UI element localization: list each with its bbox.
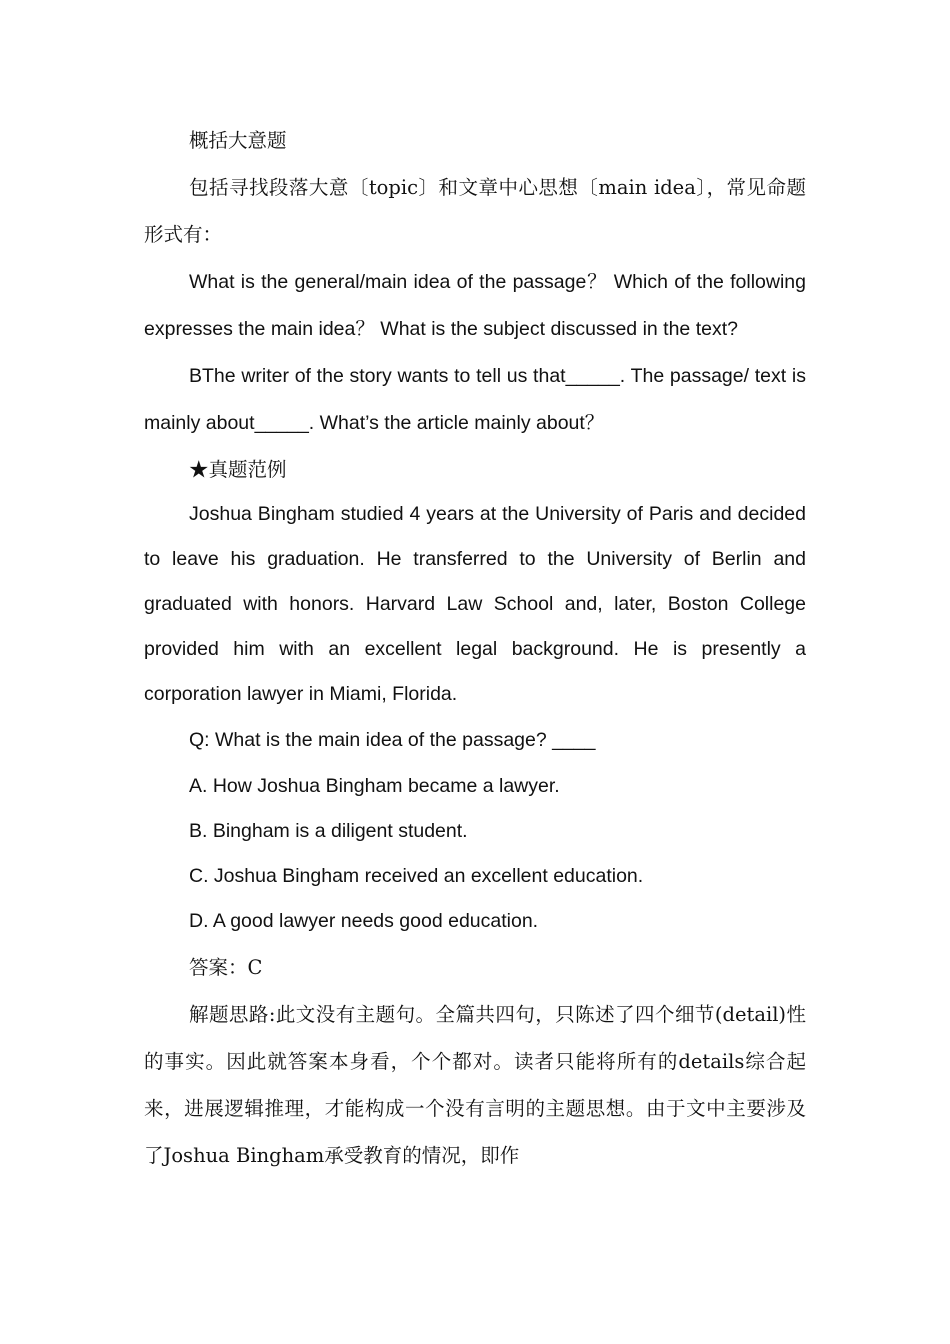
option-d: D. A good lawyer needs good education. [189, 910, 539, 932]
intro-paragraph: 包括寻找段落大意〔topic〕和文章中心思想〔main idea〕，常见命题形式有： [144, 176, 806, 246]
option-a: A. How Joshua Bingham became a lawyer. [189, 775, 560, 797]
example-heading: ★真题范例 [189, 458, 287, 481]
passage-paragraph: Joshua Bingham studied 4 years at the University of Paris and decided to leave his graduation. He transferred to the University of Berlin and graduated with honors. Harvard Law School and, later, Boston College provided him with an excellent legal background. He is presently a corporation lawyer in Miami, Florida. [144, 503, 806, 705]
option-c: C. Joshua Bingham received an excellent education. [189, 865, 644, 887]
question-line: Q: What is the main idea of the passage? ____ [189, 729, 596, 751]
document-page [144, 118, 806, 1179]
question-forms-paragraph-2: BThe writer of the story wants to tell us that_____. The passage/ text is mainly about_____. What’s the article mainly about？ [144, 365, 806, 434]
explanation-paragraph: 解题思路:此文没有主题句。全篇共四句，只陈述了四个细节(detail)性的事实。因此就答案本身看，个个都对。读者只能将所有的details综合起来，进展逻辑推理，才能构成一个没有言明的主题思想。由于文中主要涉及了Joshua Bingham承受教育的情况，即作 [144, 1003, 806, 1167]
section-heading: 概括大意题 [189, 129, 287, 152]
option-b: B. Bingham is a diligent student. [189, 820, 468, 842]
answer-line: 答案：C [189, 956, 263, 979]
question-forms-paragraph-1: What is the general/main idea of the passage？ Which of the following expresses the main idea？ What is the subject discussed in the text? [144, 271, 806, 340]
